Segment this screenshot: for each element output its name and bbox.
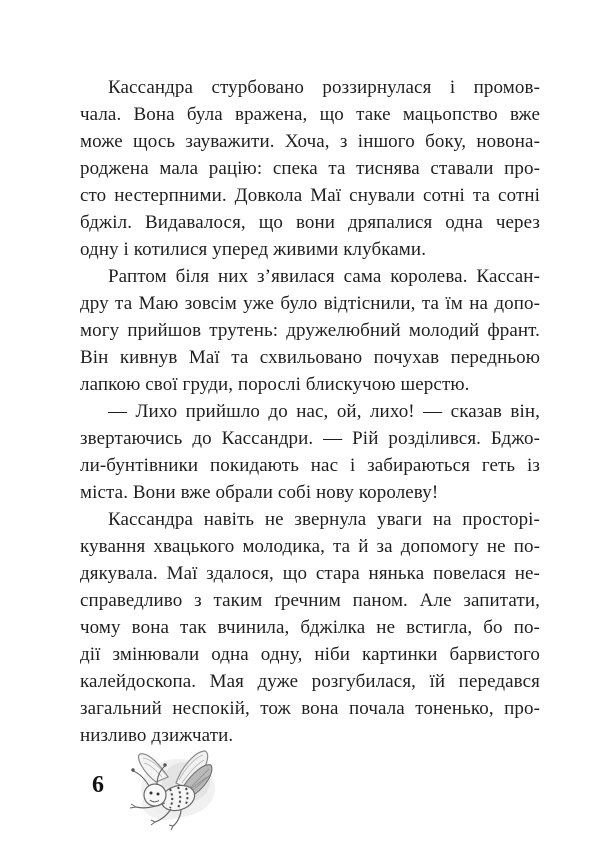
text-line: калейдоскопа. Мая дуже розгубилася, їй передався bbox=[80, 671, 540, 692]
text-line: може щось зауважити. Хоча, з іншого боку, новона- bbox=[80, 131, 540, 152]
text-line: чому вона так вчинила, бджілка не встигла, бо по- bbox=[80, 617, 540, 638]
text-line: Кассандра стурбовано роззирнулася і промов- bbox=[108, 77, 540, 98]
paragraph bbox=[80, 398, 540, 506]
bee-sketch-icon bbox=[124, 746, 222, 832]
paragraph bbox=[80, 506, 540, 749]
text-block bbox=[80, 74, 540, 749]
text-line: роджена мала рацію: спека та тиснява ставали про- bbox=[80, 158, 540, 179]
text-line: бджіл. Видавалося, що вони дряпалися одна через bbox=[80, 212, 540, 233]
text-line: Він кивнув Маї та схвильовано почухав передньою bbox=[80, 347, 540, 368]
text-line: міста. Вони вже обрали собі нову королеву! bbox=[80, 482, 439, 503]
text-line: Раптом біля них з’явилася сама королева. Кассан- bbox=[108, 266, 540, 287]
text-line: чала. Вона була вражена, що таке мацьопство вже bbox=[80, 104, 540, 125]
text-line: низливо дзижчати. bbox=[80, 725, 234, 746]
text-line: сто нестерпними. Довкола Маї снували сотні та сотні bbox=[80, 185, 540, 206]
page-number: 6 bbox=[92, 772, 104, 798]
text-line: дру та Маю зовсім уже було відтіснили, та їм на допо- bbox=[80, 293, 540, 314]
text-line: ли-бунтівники покидають нас і забираються геть із bbox=[80, 455, 540, 476]
text-line: дякувала. Маї здалося, що стара нянька повелася не- bbox=[80, 563, 540, 584]
text-line: одну і котилися уперед живими клубками. bbox=[80, 239, 427, 260]
paragraph bbox=[80, 263, 540, 398]
text-line: кування хвацького молодика, та й за допомогу не по- bbox=[80, 536, 540, 557]
text-line: загальний неспокій, тож вона почала тоненько, про- bbox=[80, 698, 540, 719]
text-line: могу прийшов трутень: дружелюбний молодий франт. bbox=[80, 320, 540, 341]
text-line: справедливо з таким ґречним паном. Але запитати, bbox=[80, 590, 540, 611]
text-line: дії змінювали одна одну, ніби картинки барвистого bbox=[80, 644, 540, 665]
page-footer bbox=[0, 740, 600, 860]
text-line: лапкою свої груди, порослі блискучою шерстю. bbox=[80, 374, 470, 395]
text-line: — Лихо прийшло до нас, ой, лихо! — сказав він, bbox=[108, 401, 540, 422]
text-line: Кассандра навіть не звернула уваги на просторі- bbox=[108, 509, 540, 530]
text-line: звертаючись до Кассандри. — Рій розділився. Бджо- bbox=[80, 428, 540, 449]
paragraph bbox=[80, 74, 540, 263]
